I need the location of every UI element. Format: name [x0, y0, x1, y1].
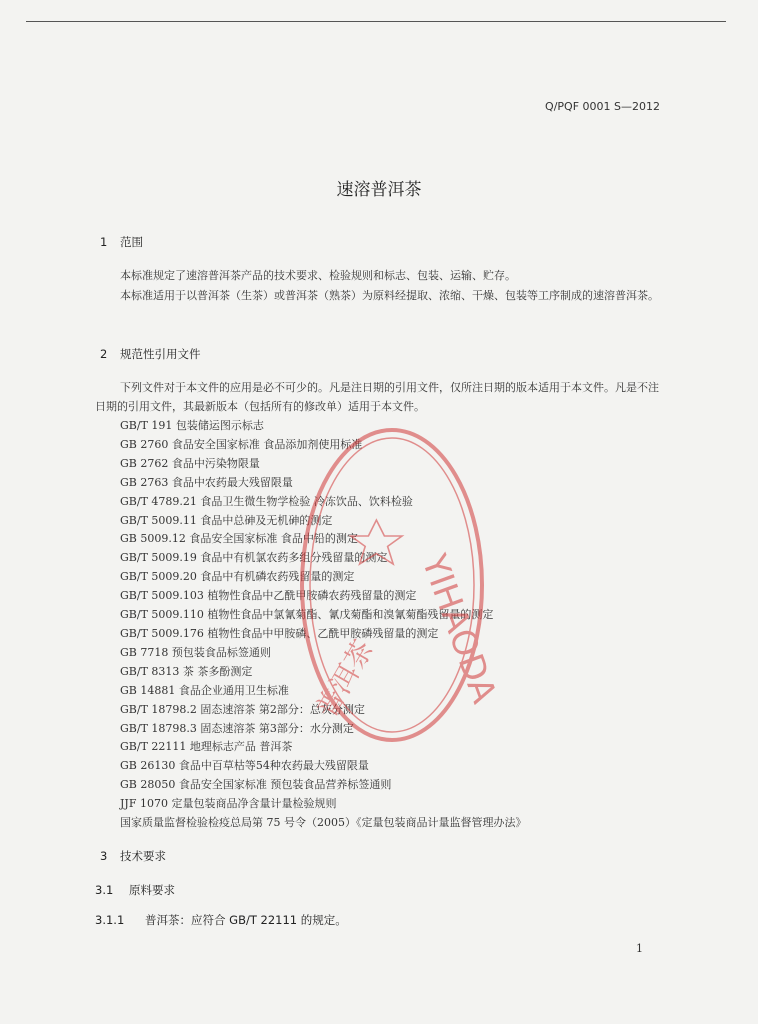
page-number: 1: [636, 942, 643, 955]
reference-item: GB/T 5009.20 食品中有机磷农药残留量的测定: [120, 570, 355, 584]
section-1-heading: 1 范围: [100, 235, 143, 249]
reference-item: GB/T 8313 茶 茶多酚测定: [120, 664, 253, 678]
reference-item: GB/T 18798.3 固态速溶茶 第3部分：水分测定: [120, 721, 354, 735]
reference-item: GB/T 191 包装储运图示标志: [120, 419, 264, 432]
header-rule: [26, 21, 726, 22]
section-3-heading: 3 技术要求: [100, 849, 166, 863]
reference-item: GB/T 5009.176 植物性食品中甲胺磷、乙酰甲胺磷残留量的测定: [120, 626, 439, 640]
scope-paragraph-1: 本标准规定了速溶普洱茶产品的技术要求、检验规则和标志、包装、运输、贮存。: [120, 269, 516, 282]
reference-item: GB 2762 食品中污染物限量: [120, 456, 260, 470]
svg-text:普洱茶: 普洱茶: [309, 634, 381, 724]
scope-paragraph-2: 本标准适用于以普洱茶（生茶）或普洱茶（熟茶）为原料经提取、浓缩、干燥、包装等工序制成的速溶普洱茶。: [120, 289, 659, 302]
reference-item: GB/T 5009.110 植物性食品中氯氰菊酯、氰戊菊酯和溴氰菊酯残留量的测定: [120, 608, 494, 622]
reference-item: GB/T 18798.2 固态速溶茶 第2部分：总灰分测定: [120, 702, 365, 716]
section-3-1-heading: 3.1 原料要求: [95, 883, 175, 897]
reference-item: GB 28050 食品安全国家标准 预包装食品营养标签通则: [120, 778, 392, 792]
reference-item: JJF 1070 定量包装商品净含量计量检验规则: [120, 797, 337, 811]
reference-item: GB 14881 食品企业通用卫生标准: [120, 683, 289, 697]
reference-item: GB 2763 食品中农药最大残留限量: [120, 475, 293, 489]
reference-item: GB 26130 食品中百草枯等54种农药最大残留限量: [120, 759, 369, 773]
reference-item: GB/T 5009.19 食品中有机氯农药多组分残留量的测定: [120, 551, 388, 565]
document-code: Q/PQF 0001 S—2012: [545, 100, 660, 113]
document-title: 速溶普洱茶: [336, 180, 422, 200]
reference-item: GB/T 4789.21 食品卫生微生物学检验 冷冻饮品、饮料检验: [120, 494, 413, 508]
reference-item: GB/T 5009.11 食品中总砷及无机砷的测定: [120, 513, 333, 527]
normative-intro: 下列文件对于本文件的应用是必不可少的。凡是注日期的引用文件，仅所注日期的版本适用于本文件。凡是不注日期的引用文件，其最新版本（包括所有的修改单）适用于本文件。: [95, 381, 659, 413]
reference-list: [120, 417, 526, 833]
reference-item: GB/T 22111 地理标志产品 普洱茶: [120, 740, 293, 754]
reference-item: GB 5009.12 食品安全国家标准 食品中铅的测定: [120, 532, 358, 546]
reference-item: 国家质量监督检验检疫总局第 75 号令（2005）《定量包装商品计量监督管理办法》: [120, 816, 527, 830]
reference-item: GB 7718 预包装食品标签通则: [120, 645, 271, 659]
svg-text:YIHAODA: YIHAODA: [413, 549, 505, 709]
section-3-1-1-heading: 3.1.1 普洱茶：应符合 GB/T 22111 的规定。: [95, 913, 347, 927]
reference-item: GB 2760 食品安全国家标准 食品添加剂使用标准: [120, 437, 363, 451]
section-2-heading: 2 规范性引用文件: [100, 347, 201, 361]
reference-item: GB/T 5009.103 植物性食品中乙酰甲胺磷农药残留量的测定: [120, 589, 417, 603]
